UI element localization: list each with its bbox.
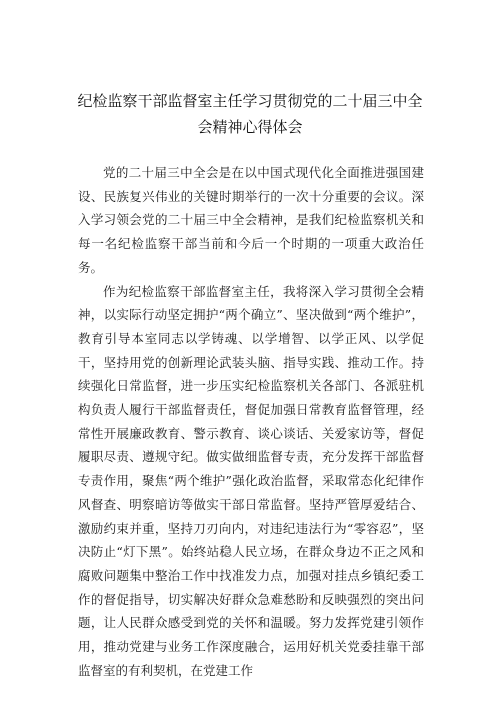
document-title-line-1: 纪检监察干部监督室主任学习贯彻党的二十届三中全 xyxy=(77,92,423,110)
paragraph-2: 作为纪检监察干部监督室主任，我将深入学习贯彻全会精神，以实际行动坚定拥护“两个确立”、坚决做到“两个维护”，教育引导本室同志以学铸魂、以学增智、以学正风、以学促干，坚持用党的创新理论武装头脑、指导实践、推动工作。持续强化日常监督，进一步压实纪检监察机关各部门、各派驻机构负责人履行干部监督责任，督促加强日常教育监督管理，经常性开展廉政教育、警示教育、谈心谈话、关爱家访等，督促履职尽责、遵规守纪。做实做细监督专责，充分发挥干部监督专责作用，聚焦“两个维护”强化政治监督，采取常态化纪律作风督查、明察暗访等做实干部日常监督。坚持严管厚爱结合、激励约束并重，坚持刀刃向内，对违纪违法行为“零容忍”，坚决防止“灯下黑”。始终站稳人民立场，在群众身边不正之风和腐败问题集中整治工作中找准发力点，加强对挂点乡镇纪委工作的督促指导，切实解决好群众急难愁盼和反映强烈的突出问题，让人民群众感受到党的关怀和温暖。努力发挥党建引领作用，推动党建与业务工作深度融合，运用好机关党委挂靠干部监督室的有利契机，在党建工作 xyxy=(78,283,424,678)
document-body xyxy=(78,161,424,682)
paragraph-1: 党的二十届三中全会是在以中国式现代化全面推进强国建设、民族复兴伟业的关键时期举行的一次十分重要的会议。深入学习领会党的二十届三中全会精神，是我们纪检监察机关和每一名纪检监察干部当前和今后一个时期的一项重大政治任务。 xyxy=(78,165,424,275)
document-title-line-2: 会精神心得体会 xyxy=(197,118,303,136)
